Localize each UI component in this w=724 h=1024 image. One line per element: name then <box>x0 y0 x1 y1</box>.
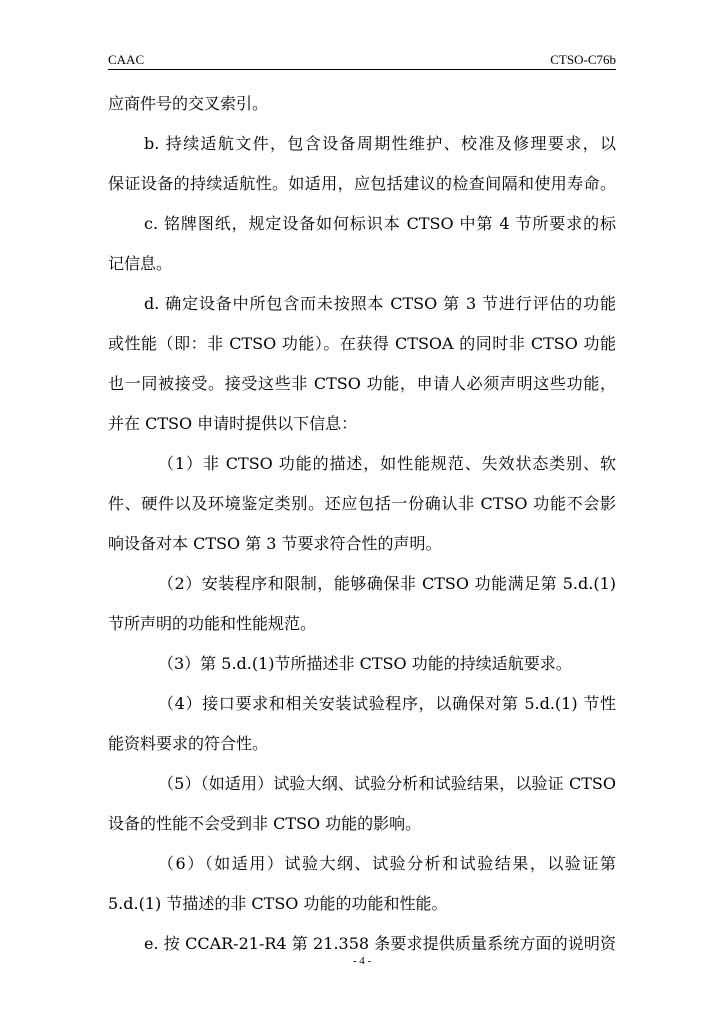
text-line: 并在 CTSO 申请时提供以下信息： <box>108 414 358 433</box>
text-line: （2）安装程序和限制，能够确保非 CTSO 功能满足第 5.d.(1) <box>158 574 616 593</box>
document-body <box>108 84 616 964</box>
text-line: 记信息。 <box>108 254 173 273</box>
text-line: （3）第 5.d.(1)节所描述非 CTSO 功能的持续适航要求。 <box>158 654 572 673</box>
text-line: （1）非 CTSO 功能的描述，如性能规范、失效状态类别、软 <box>158 454 616 473</box>
text-line: 或性能（即：非 CTSO 功能）。在获得 CTSOA 的同时非 CTSO 功能 <box>108 334 616 353</box>
text-line: e. 按 CCAR-21-R4 第 21.358 条要求提供质量系统方面的说明资 <box>144 934 616 953</box>
text-line: 节所声明的功能和性能规范。 <box>108 614 317 633</box>
text-line: 应商件号的交叉索引。 <box>108 94 269 113</box>
text-line: 能资料要求的符合性。 <box>108 734 269 753</box>
text-line: c. 铭牌图纸，规定设备如何标识本 CTSO 中第 4 节所要求的标 <box>144 214 616 233</box>
header-right: CTSO-C76b <box>550 52 616 67</box>
text-line: d. 确定设备中所包含而未按照本 CTSO 第 3 节进行评估的功能 <box>144 294 616 313</box>
text-line: 件、硬件以及环境鉴定类别。还应包括一份确认非 CTSO 功能不会影 <box>108 494 616 513</box>
text-line: （4）接口要求和相关安装试验程序，以确保对第 5.d.(1) 节性 <box>158 694 616 713</box>
text-line: 响设备对本 CTSO 第 3 节要求符合性的声明。 <box>108 534 442 553</box>
page-header <box>108 52 616 68</box>
text-line: 保证设备的持续适航性。如适用，应包括建议的检查间隔和使用寿命。 <box>108 174 616 193</box>
text-line: 5.d.(1) 节描述的非 CTSO 功能的功能和性能。 <box>108 894 448 913</box>
text-line: b. 持续适航文件，包含设备周期性维护、校准及修理要求，以 <box>144 134 616 153</box>
page-number: - 4 - <box>352 955 372 967</box>
header-rule <box>108 69 616 70</box>
header-left: CAAC <box>108 52 145 67</box>
text-line: 设备的性能不会受到非 CTSO 功能的影响。 <box>108 814 422 833</box>
text-line: （5）（如适用）试验大纲、试验分析和试验结果，以验证 CTSO <box>158 774 616 793</box>
text-line: （6）（如适用）试验大纲、试验分析和试验结果，以验证第 <box>158 854 616 873</box>
text-line: 也一同被接受。接受这些非 CTSO 功能，申请人必须声明这些功能， <box>108 374 616 393</box>
